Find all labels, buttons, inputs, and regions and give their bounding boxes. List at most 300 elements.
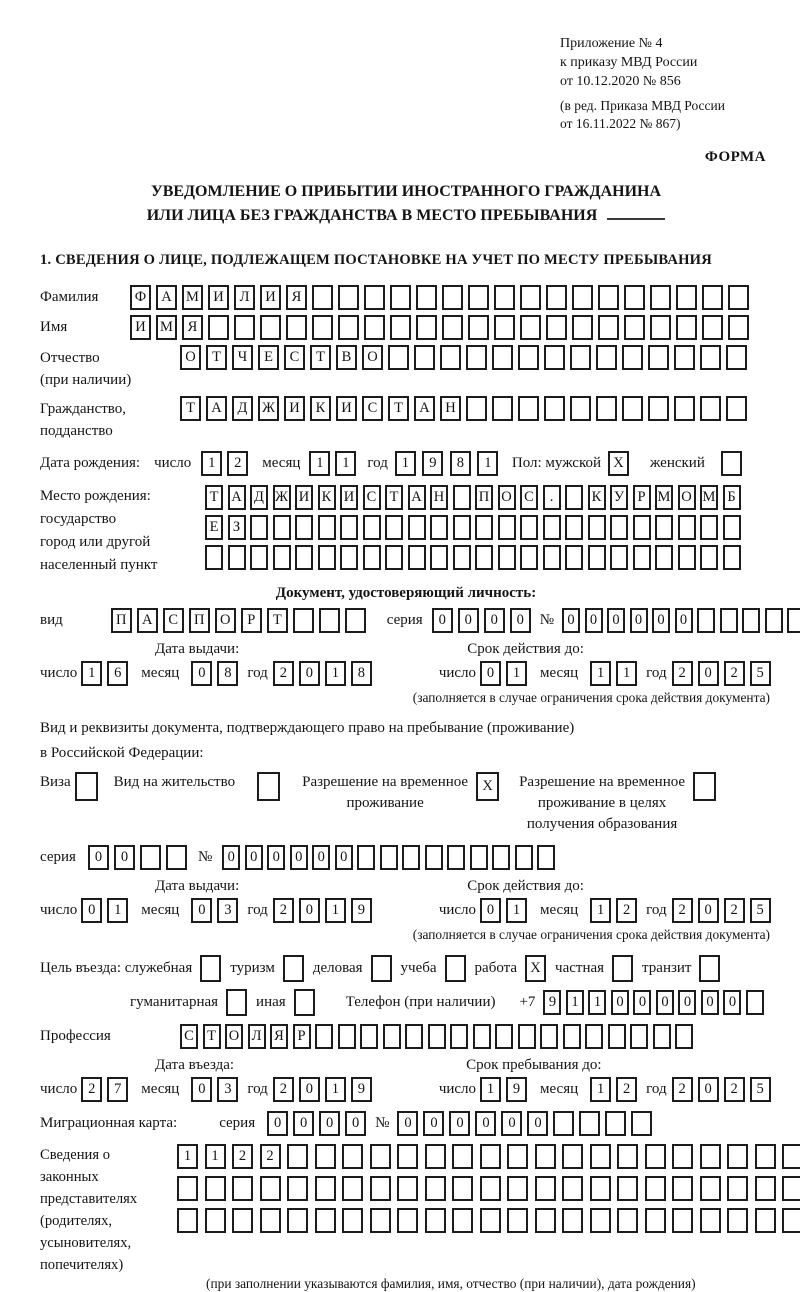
char-box: 0 (222, 845, 240, 870)
char-box: 0 (335, 845, 353, 870)
entry-purpose-row: Цель въезда: служебная туризм деловая учеба работа X частная транзит (40, 955, 772, 982)
char-box (475, 515, 493, 540)
char-box: 2 (724, 661, 745, 686)
sex-male-label: Пол: мужской (511, 455, 602, 471)
surname-row (40, 285, 772, 310)
res-valid-month (590, 898, 642, 923)
char-box (287, 1176, 308, 1201)
char-box: М (700, 485, 718, 510)
doc-kind-boxes (111, 608, 371, 633)
char-box: Ж (258, 396, 279, 421)
char-box: И (340, 485, 358, 510)
char-box: К (318, 485, 336, 510)
char-box (700, 1144, 721, 1169)
birthplace-boxes-3 (205, 545, 745, 570)
patronymic-row (40, 345, 772, 391)
char-box (645, 1144, 666, 1169)
char-box: 9 (351, 1077, 372, 1102)
char-box (318, 515, 336, 540)
char-box (447, 845, 465, 870)
order-date-line: от 10.12.2020 № 856 (560, 74, 681, 89)
other-purpose-checkbox (294, 989, 315, 1016)
char-box: С (520, 485, 538, 510)
char-box: П (189, 608, 210, 633)
char-box: 0 (701, 990, 719, 1015)
char-box (537, 845, 555, 870)
char-box: Т (180, 396, 201, 421)
char-box: 0 (81, 898, 102, 923)
char-box: М (156, 315, 177, 340)
temp-residence-edu-checkbox (693, 772, 716, 801)
char-box (655, 515, 673, 540)
char-box (727, 1176, 748, 1201)
patronymic-label: Отчество (при наличии) (40, 350, 132, 388)
char-box: 0 (480, 898, 501, 923)
char-box (563, 1024, 581, 1049)
birthplace-block (40, 485, 772, 577)
birth-year-boxes (395, 451, 505, 476)
char-box: 8 (450, 451, 471, 476)
char-box (315, 1176, 336, 1201)
rep-boxes-2 (177, 1176, 800, 1201)
char-box (453, 515, 471, 540)
char-box (518, 345, 539, 370)
char-box (273, 545, 291, 570)
char-box (543, 515, 561, 540)
mig-number-boxes (397, 1111, 657, 1136)
char-box (655, 545, 673, 570)
char-box (570, 396, 591, 421)
char-box (726, 345, 747, 370)
char-box: . (543, 485, 561, 510)
char-box (232, 1208, 253, 1233)
char-box: Б (723, 485, 741, 510)
char-box (782, 1144, 800, 1169)
char-box (653, 1024, 671, 1049)
birth-date-row: Дата рождения: число 1 2 месяц 1 1 год 1 9 8 1 Пол: мужской X женский (40, 451, 772, 476)
char-box (364, 315, 385, 340)
char-box: П (475, 485, 493, 510)
char-box: И (295, 485, 313, 510)
char-box: 0 (312, 845, 330, 870)
char-box: Т (388, 396, 409, 421)
res-valid-year (672, 898, 776, 923)
char-box (579, 1111, 600, 1136)
char-box: О (225, 1024, 243, 1049)
char-box (650, 285, 671, 310)
char-box: 9 (506, 1077, 527, 1102)
char-box (700, 1208, 721, 1233)
char-box: 1 (616, 661, 637, 686)
char-box (315, 1024, 333, 1049)
stay-month (590, 1077, 642, 1102)
char-box (208, 315, 229, 340)
char-box (721, 451, 742, 476)
char-box (312, 285, 333, 310)
phone-boxes (543, 990, 768, 1015)
char-box (498, 515, 516, 540)
char-box (598, 315, 619, 340)
char-box: 0 (633, 990, 651, 1015)
char-box: 1 (325, 661, 346, 686)
char-box (408, 545, 426, 570)
char-box (295, 515, 313, 540)
char-box (723, 545, 741, 570)
char-box: С (362, 396, 383, 421)
res-issue-month (191, 898, 243, 923)
char-box: Д (232, 396, 253, 421)
char-box (363, 545, 381, 570)
char-box (596, 396, 617, 421)
char-box: Р (241, 608, 262, 633)
char-box (315, 1208, 336, 1233)
char-box: О (362, 345, 383, 370)
char-box: 0 (698, 898, 719, 923)
char-box: 0 (432, 608, 453, 633)
char-box (425, 1208, 446, 1233)
edition-note: (в ред. Приказа МВД России от 16.11.2022 № 867) (560, 98, 725, 131)
char-box (755, 1144, 776, 1169)
char-box (370, 1144, 391, 1169)
char-box (295, 545, 313, 570)
migration-card-row: Миграционная карта: серия 0 0 0 0 № 0 0 0 0 0 0 (40, 1111, 772, 1136)
char-box: 8 (351, 661, 372, 686)
char-box: 5 (750, 661, 771, 686)
char-box: 1 (395, 451, 416, 476)
char-box (590, 1144, 611, 1169)
visa-checkbox (75, 772, 98, 801)
char-box: О (678, 485, 696, 510)
char-box: А (408, 485, 426, 510)
char-box (507, 1144, 528, 1169)
char-box (177, 1176, 198, 1201)
char-box (390, 285, 411, 310)
char-box: К (310, 396, 331, 421)
char-box (588, 515, 606, 540)
char-box: А (137, 608, 158, 633)
char-box: 0 (458, 608, 479, 633)
char-box (452, 1176, 473, 1201)
char-box (572, 315, 593, 340)
char-box: С (163, 608, 184, 633)
char-box: 0 (607, 608, 625, 633)
char-box (342, 1144, 363, 1169)
char-box: 0 (585, 608, 603, 633)
char-box: А (228, 485, 246, 510)
char-box (495, 1024, 513, 1049)
id-issue-month (191, 661, 243, 686)
char-box (700, 1176, 721, 1201)
char-box (468, 315, 489, 340)
birthplace-boxes-1 (205, 485, 745, 510)
res-dates-row: число 0 1 месяц 0 3 год 2 0 1 9 число 0 1 месяц 1 2 год 2 0 2 5 (40, 898, 772, 923)
char-box (425, 845, 443, 870)
validity-note-2: (заполняется в случае ограничения срока действия документа) (412, 927, 770, 942)
char-box: 3 (217, 1077, 238, 1102)
page-title: УВЕДОМЛЕНИЕ О ПРИБЫТИИ ИНОСТРАННОГО ГРАЖДАНИНА ИЛИ ЛИЦА БЕЗ ГРАЖДАНСТВА В МЕСТО ПРЕБЫВАНИЯ (40, 180, 772, 228)
blank-line (607, 218, 665, 220)
char-box (466, 396, 487, 421)
char-box (364, 285, 385, 310)
char-box (697, 608, 715, 633)
char-box (675, 1024, 693, 1049)
char-box: 7 (107, 1077, 128, 1102)
citizenship-boxes (180, 396, 752, 421)
doc-number-boxes (562, 608, 800, 633)
doc-dates-row: число 1 6 месяц 0 8 год 2 0 1 8 число 0 1 месяц 1 1 год 2 0 2 5 (40, 661, 772, 686)
char-box (319, 608, 340, 633)
char-box (442, 285, 463, 310)
char-box: И (284, 396, 305, 421)
char-box (425, 1144, 446, 1169)
char-box (676, 315, 697, 340)
char-box (570, 345, 591, 370)
char-box (672, 1208, 693, 1233)
char-box (342, 1208, 363, 1233)
char-box (408, 515, 426, 540)
char-box: Н (440, 396, 461, 421)
char-box (535, 1208, 556, 1233)
char-box (562, 1208, 583, 1233)
char-box: З (228, 515, 246, 540)
representatives-note: (при заполнении указываются фамилия, имя, отчество (при наличии), дата рождения) (206, 1276, 696, 1291)
char-box (416, 285, 437, 310)
char-box (345, 608, 366, 633)
char-box: 8 (217, 661, 238, 686)
char-box (520, 285, 541, 310)
char-box: 0 (299, 1077, 320, 1102)
char-box (572, 285, 593, 310)
char-box: Ч (232, 345, 253, 370)
char-box (507, 1208, 528, 1233)
birth-day-boxes (201, 451, 253, 476)
char-box (260, 1176, 281, 1201)
char-box (360, 1024, 378, 1049)
char-box (430, 515, 448, 540)
char-box: 1 (201, 451, 222, 476)
char-box (546, 315, 567, 340)
char-box (452, 1144, 473, 1169)
entry-day (81, 1077, 133, 1102)
char-box: 0 (345, 1111, 366, 1136)
residence-permit-item: Вид на жительство (114, 772, 280, 801)
char-box: Я (270, 1024, 288, 1049)
id-issue-year (273, 661, 377, 686)
char-box (480, 1144, 501, 1169)
char-box (370, 1176, 391, 1201)
char-box: С (284, 345, 305, 370)
char-box: 2 (724, 1077, 745, 1102)
res-issue-day (81, 898, 133, 923)
char-box (492, 845, 510, 870)
char-box: 0 (527, 1111, 548, 1136)
char-box: 2 (273, 1077, 294, 1102)
char-box (492, 345, 513, 370)
permit-type-row (40, 772, 772, 835)
char-box: А (206, 396, 227, 421)
char-box: П (111, 608, 132, 633)
char-box (388, 345, 409, 370)
kind-label: вид (40, 612, 63, 628)
char-box (624, 285, 645, 310)
char-box: 2 (232, 1144, 253, 1169)
char-box (397, 1208, 418, 1233)
char-box: Ф (130, 285, 151, 310)
char-box (453, 545, 471, 570)
purpose-row-2: гуманитарная иная Телефон (при наличии) +7 9 1 1 0 0 0 0 0 0 (130, 989, 772, 1016)
char-box: 0 (293, 1111, 314, 1136)
char-box: 1 (81, 661, 102, 686)
res-valid-day (480, 898, 532, 923)
char-box: 0 (267, 845, 285, 870)
char-box (494, 285, 515, 310)
char-box (385, 545, 403, 570)
profession-boxes (180, 1024, 698, 1049)
char-box: 1 (566, 990, 584, 1015)
order-line: к приказу МВД России (560, 55, 698, 70)
char-box (624, 315, 645, 340)
char-box (565, 485, 583, 510)
char-box (397, 1176, 418, 1201)
char-box: С (180, 1024, 198, 1049)
char-box: 5 (750, 1077, 771, 1102)
char-box: К (588, 485, 606, 510)
rep-boxes-3 (177, 1208, 800, 1233)
char-box (293, 608, 314, 633)
char-box (535, 1144, 556, 1169)
char-box: 0 (480, 661, 501, 686)
entry-dates-row: число 2 7 месяц 0 3 год 2 0 1 9 число 1 9 месяц 1 2 год 2 0 2 5 (40, 1077, 772, 1102)
char-box (518, 1024, 536, 1049)
char-box: 1 (506, 898, 527, 923)
char-box: 2 (260, 1144, 281, 1169)
char-box: 1 (309, 451, 330, 476)
temp-residence-checkbox: X (476, 772, 499, 801)
char-box (140, 845, 161, 870)
char-box: Е (205, 515, 223, 540)
residence-permit-checkbox (257, 772, 280, 801)
res-issue-year (273, 898, 377, 923)
char-box (702, 285, 723, 310)
char-box (405, 1024, 423, 1049)
char-box (260, 1208, 281, 1233)
char-box: Л (248, 1024, 266, 1049)
char-box: Т (310, 345, 331, 370)
stay-day (480, 1077, 532, 1102)
char-box: 0 (191, 661, 212, 686)
visa-item: Виза (40, 772, 98, 801)
identity-doc-heading: Документ, удостоверяющий личность: (275, 585, 537, 601)
char-box: 0 (652, 608, 670, 633)
legal-representatives-label: Сведения о законных представителях (родителях, усыновителях, попечителях) (40, 1147, 138, 1273)
char-box: 0 (675, 608, 693, 633)
char-box: Т (385, 485, 403, 510)
char-box: 1 (205, 1144, 226, 1169)
char-box (453, 485, 471, 510)
char-box: 1 (590, 898, 611, 923)
char-box (700, 396, 721, 421)
char-box (672, 1176, 693, 1201)
char-box (380, 845, 398, 870)
name-label: Имя (40, 319, 68, 335)
form-word: ФОРМА (704, 149, 766, 165)
char-box (622, 345, 643, 370)
study-checkbox (445, 955, 466, 982)
char-box (475, 545, 493, 570)
temp-residence-item: Разрешение на временное проживание X (302, 772, 499, 814)
char-box: 1 (325, 898, 346, 923)
char-box (672, 1144, 693, 1169)
id-valid-year (672, 661, 776, 686)
char-box (605, 1111, 626, 1136)
char-box (650, 315, 671, 340)
char-box: 2 (672, 1077, 693, 1102)
char-box (397, 1144, 418, 1169)
char-box: 9 (543, 990, 561, 1015)
surname-boxes (130, 285, 754, 310)
char-box (452, 1208, 473, 1233)
res-series-boxes (88, 845, 192, 870)
char-box: О (498, 485, 516, 510)
char-box (728, 315, 749, 340)
char-box (234, 315, 255, 340)
char-box (287, 1144, 308, 1169)
char-box: 2 (273, 661, 294, 686)
stay-year (672, 1077, 776, 1102)
doc-dates-headers: Дата выдачи: Срок действия до: (155, 641, 584, 657)
char-box (177, 1208, 198, 1233)
surname-label: Фамилия (40, 289, 99, 305)
char-box: 1 (325, 1077, 346, 1102)
char-box (546, 285, 567, 310)
char-box (553, 1111, 574, 1136)
char-box: Д (250, 485, 268, 510)
char-box (678, 515, 696, 540)
char-box: 0 (484, 608, 505, 633)
entry-dates-headers: Дата въезда: Срок пребывания до: (155, 1057, 602, 1073)
char-box (590, 1208, 611, 1233)
char-box: 1 (590, 1077, 611, 1102)
res-number-boxes (222, 845, 560, 870)
doc-kind-row: вид П А С П О Р Т серия 0 0 0 0 № 0 0 0 0 0 0 (40, 608, 772, 633)
char-box (562, 1176, 583, 1201)
char-box (205, 1208, 226, 1233)
char-box: 0 (698, 1077, 719, 1102)
char-box (726, 396, 747, 421)
char-box (648, 396, 669, 421)
res-dates-headers: Дата выдачи: Срок действия до: (155, 878, 584, 894)
char-box: И (208, 285, 229, 310)
char-box (520, 545, 538, 570)
char-box: Е (258, 345, 279, 370)
char-box (385, 515, 403, 540)
char-box: 0 (191, 1077, 212, 1102)
char-box (466, 345, 487, 370)
char-box: 0 (501, 1111, 522, 1136)
char-box (676, 285, 697, 310)
char-box (520, 515, 538, 540)
char-box: Р (293, 1024, 311, 1049)
profession-row (40, 1024, 772, 1049)
char-box: А (156, 285, 177, 310)
char-box (205, 545, 223, 570)
char-box: У (610, 485, 628, 510)
char-box: 0 (319, 1111, 340, 1136)
char-box: Н (430, 485, 448, 510)
birthplace-boxes-2 (205, 515, 745, 540)
char-box (507, 1176, 528, 1201)
char-box: 0 (562, 608, 580, 633)
